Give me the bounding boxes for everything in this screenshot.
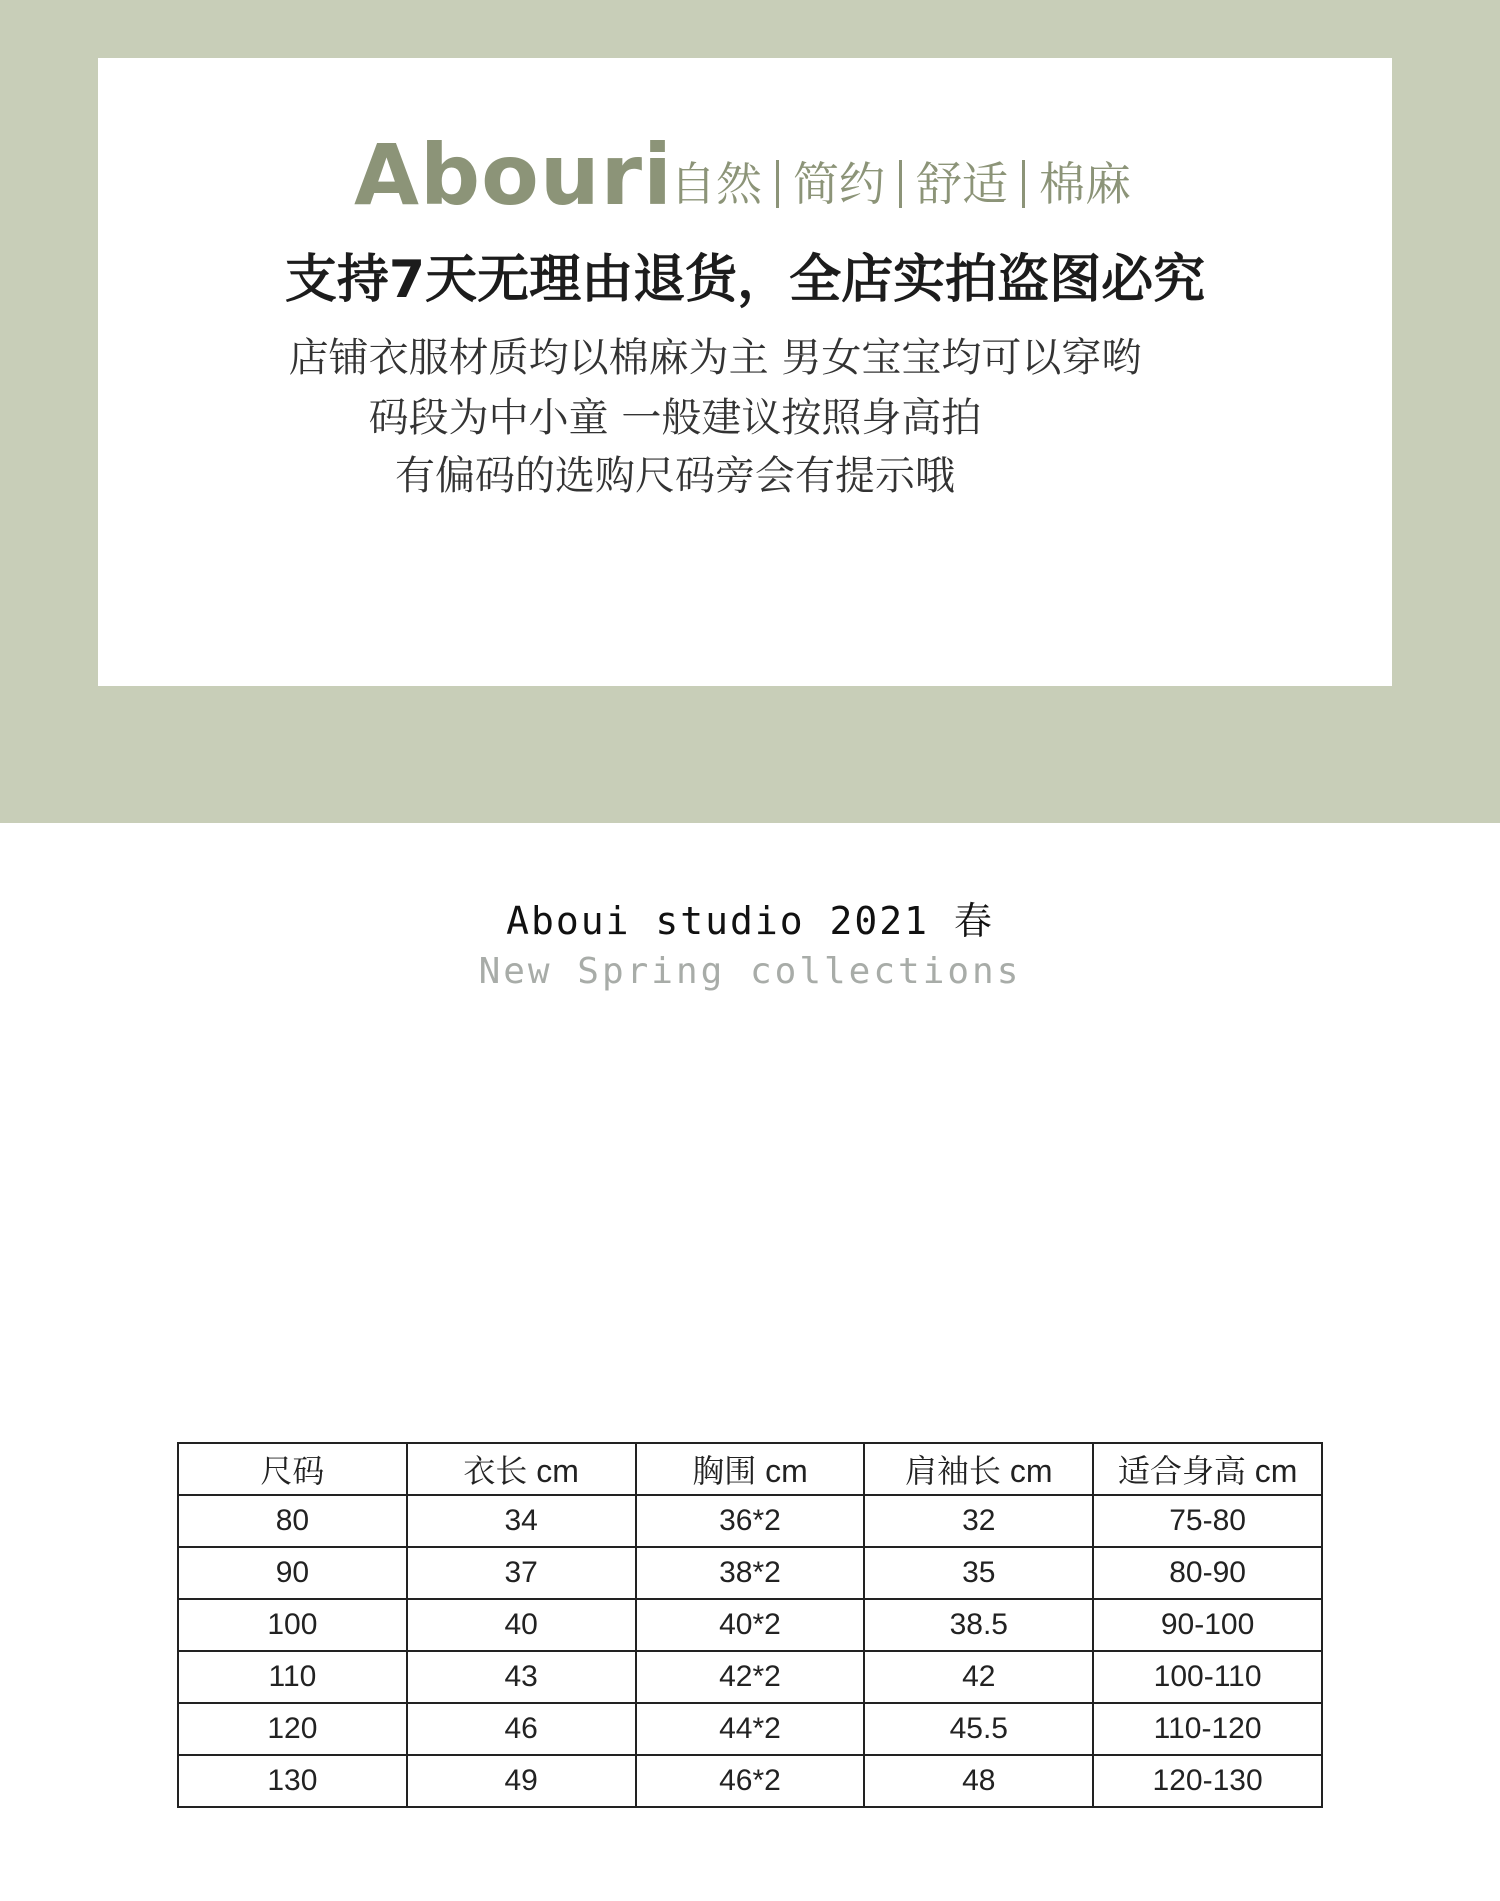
table-cell: 38.5 <box>864 1599 1093 1651</box>
table-cell: 130 <box>178 1755 407 1807</box>
table-row <box>178 1599 1322 1651</box>
table-cell: 120 <box>178 1703 407 1755</box>
material-note: 店铺衣服材质均以棉麻为主 男女宝宝均可以穿哟 <box>288 335 1142 381</box>
table-cell: 110-120 <box>1093 1703 1322 1755</box>
table-header-row <box>178 1443 1322 1495</box>
return-policy-headline: 支持7天无理由退货，全店实拍盗图必究 <box>284 250 1206 310</box>
collection-subtitle: New Spring collections <box>478 951 1022 992</box>
header-size: 尺码 <box>178 1443 407 1495</box>
tagline-divider <box>1022 160 1025 208</box>
table-cell: 48 <box>864 1755 1093 1807</box>
tagline-word: 舒适 <box>916 157 1008 211</box>
table-cell: 44*2 <box>636 1703 865 1755</box>
size-hint-note: 有偏码的选购尺码旁会有提示哦 <box>395 453 955 499</box>
table-cell: 100 <box>178 1599 407 1651</box>
table-cell: 46*2 <box>636 1755 865 1807</box>
table-cell: 75-80 <box>1093 1495 1322 1547</box>
table-cell: 42*2 <box>636 1651 865 1703</box>
table-row <box>178 1495 1322 1547</box>
table-cell: 32 <box>864 1495 1093 1547</box>
table-row <box>178 1703 1322 1755</box>
tagline-word: 自然 <box>670 157 762 211</box>
table-cell: 100-110 <box>1093 1651 1322 1703</box>
table-cell: 90 <box>178 1547 407 1599</box>
brand-logo: Abouri <box>354 126 673 224</box>
table-cell: 43 <box>407 1651 636 1703</box>
tagline-word: 棉麻 <box>1039 157 1131 211</box>
brand-tagline <box>670 154 1131 214</box>
table-cell: 49 <box>407 1755 636 1807</box>
table-row <box>178 1755 1322 1807</box>
table-cell: 90-100 <box>1093 1599 1322 1651</box>
brand-row <box>98 120 1392 230</box>
header-sleeve: 肩袖长 cm <box>864 1443 1093 1495</box>
header-height: 适合身高 cm <box>1093 1443 1322 1495</box>
table-cell: 35 <box>864 1547 1093 1599</box>
tagline-word: 简约 <box>793 157 885 211</box>
table-cell: 36*2 <box>636 1495 865 1547</box>
header-chest: 胸围 cm <box>636 1443 865 1495</box>
table-row <box>178 1547 1322 1599</box>
table-row <box>178 1651 1322 1703</box>
banner <box>0 0 1500 823</box>
table-cell: 80-90 <box>1093 1547 1322 1599</box>
info-card <box>98 58 1392 686</box>
table-cell: 120-130 <box>1093 1755 1322 1807</box>
tagline-divider <box>899 160 902 208</box>
table-cell: 42 <box>864 1651 1093 1703</box>
table-cell: 38*2 <box>636 1547 865 1599</box>
tagline-divider <box>776 160 779 208</box>
header-length: 衣长 cm <box>407 1443 636 1495</box>
table-cell: 80 <box>178 1495 407 1547</box>
table-cell: 45.5 <box>864 1703 1093 1755</box>
size-chart-table <box>177 1442 1323 1808</box>
table-cell: 34 <box>407 1495 636 1547</box>
table-cell: 40 <box>407 1599 636 1651</box>
table-cell: 46 <box>407 1703 636 1755</box>
size-range-note: 码段为中小童 一般建议按照身高拍 <box>368 395 982 441</box>
studio-title: Aboui studio 2021 春 <box>506 899 994 943</box>
table-cell: 37 <box>407 1547 636 1599</box>
table-cell: 110 <box>178 1651 407 1703</box>
table-cell: 40*2 <box>636 1599 865 1651</box>
